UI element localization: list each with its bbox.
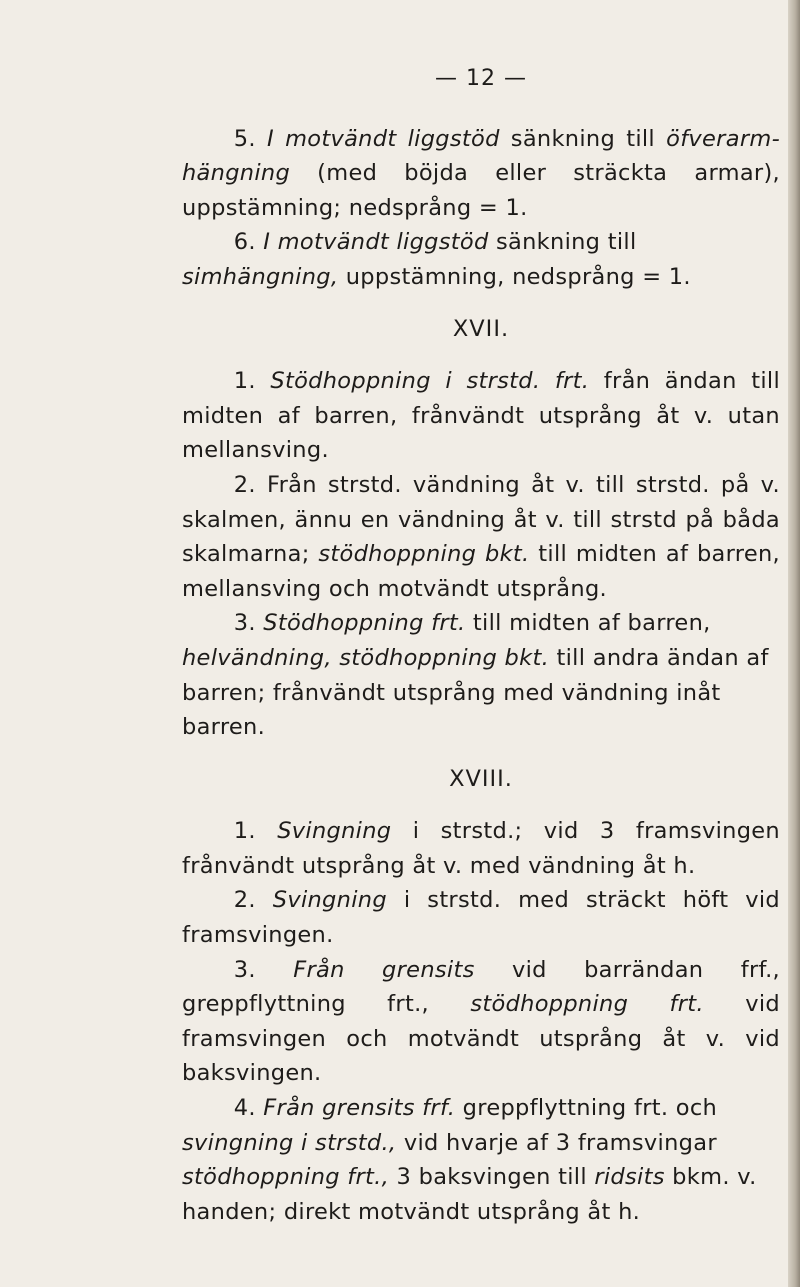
item-number: 4. xyxy=(233,1095,256,1122)
exercise-name: stödhoppning frt., xyxy=(182,1164,390,1191)
exercise-item: 3. Stödhoppning frt. till midten af barren, helvändning, stödhoppning bkt. till andra ändan af barren; frånvändt utsprång med vändning inåt barren. xyxy=(182,610,769,741)
exercise-item: 5. I motvändt liggstöd sänkning till öfverarm-hängning (med böjda eller sträckta armar), uppstämning; nedsprång = 1. xyxy=(182,125,781,221)
page-edge xyxy=(788,0,800,1287)
item-number: 3. xyxy=(233,610,256,637)
exercise-name: Stödhoppning frt. xyxy=(263,610,466,637)
item-number: 2. xyxy=(233,887,256,914)
exercise-name: I motvändt liggstöd xyxy=(263,229,489,256)
exercise-item: 3. Från grensits vid barrändan frf., greppflyttning frt., stödhoppning frt. vid framsvingen och motvändt utsprång åt v. vid baksvingen. xyxy=(182,956,780,1087)
exercise-item: 1. Svingning i strstd.; vid 3 framsvingen frånvändt utsprång åt v. med vändning åt h. xyxy=(182,818,780,879)
exercise-name: Från grensits frf. xyxy=(263,1095,456,1122)
exercise-name: I motvändt liggstöd xyxy=(266,125,500,152)
exercise-name: stödhoppning bkt. xyxy=(318,541,530,568)
section-heading: XVIII. xyxy=(449,765,513,792)
exercise-name: ridsits xyxy=(594,1164,665,1191)
exercise-item: 2. Från strstd. vändning åt v. till strstd. på v. skalmen, ännu en vändning åt v. till strstd på båda skalmarna; stödhoppning bkt. till midten af barren, mellansving och motvändt utsprång. xyxy=(182,471,780,602)
exercise-name: Från grensits xyxy=(293,956,475,983)
item-number: 3. xyxy=(233,956,256,983)
item-number: 1. xyxy=(233,818,256,845)
item-number: 5. xyxy=(233,125,256,152)
exercise-name: helvändning, xyxy=(182,644,332,671)
page-content xyxy=(182,62,780,1229)
exercise-name: svingning i strstd., xyxy=(182,1129,397,1156)
exercise-item: 1. Stödhoppning i strstd. frt. från ändan till midten af barren, frånvändt utsprång åt v. utan mellansving. xyxy=(182,368,781,464)
item-number: 2. xyxy=(233,471,256,498)
page-number: — 12 — xyxy=(435,66,527,91)
item-number: 6. xyxy=(233,229,256,256)
exercise-item: 2. Svingning i strstd. med sträckt höft vid framsvingen. xyxy=(182,887,780,949)
exercise-name: stödhoppning frt. xyxy=(470,991,704,1018)
exercise-name: Svingning xyxy=(272,887,387,914)
item-number: 1. xyxy=(233,368,256,395)
exercise-item: 6. I motvändt liggstöd sänkning till simhängning, uppstämning, nedsprång = 1. xyxy=(182,229,691,290)
exercise-item: 4. Från grensits frf. greppflyttning frt. och svingning i strstd., vid hvarje af 3 framsvingar stödhoppning frt., 3 baksvingen till ridsits bkm. v. handen; direkt motvändt utsprång åt h. xyxy=(182,1095,757,1225)
exercise-name: Svingning xyxy=(277,818,392,845)
section-heading: XVII. xyxy=(452,315,510,342)
exercise-name: stödhoppning bkt. xyxy=(339,644,550,671)
exercise-name: simhängning, xyxy=(182,263,339,290)
exercise-name: Stödhoppning i strstd. frt. xyxy=(270,368,590,395)
exercise-name: öfverarm-hängning xyxy=(182,125,781,187)
